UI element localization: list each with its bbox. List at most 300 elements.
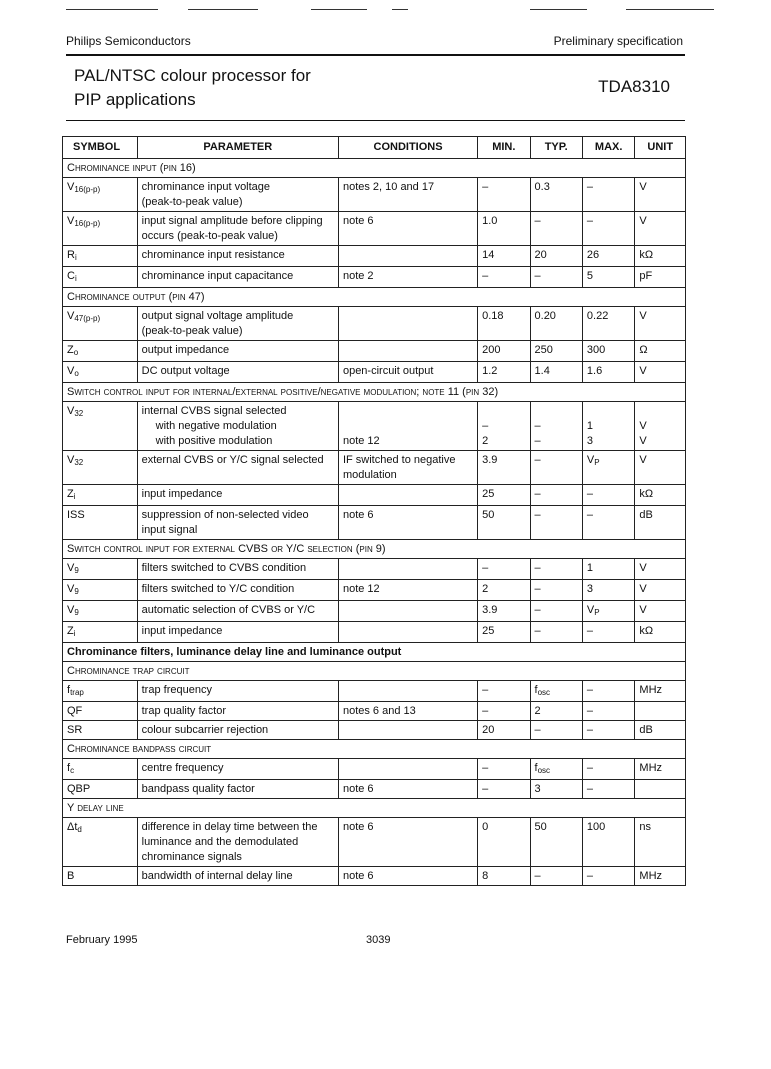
typ-value: 3 [534,783,541,795]
parameter-line: automatic selection of CVBS or Y/C [141,604,316,616]
cell-typ [530,721,582,740]
typ-value: 0.3 [534,181,550,193]
parameter-line: bandpass quality factor [141,783,255,795]
company-name: Philips Semiconductors [66,34,191,48]
cell-parameter [137,341,338,362]
cell-parameter [137,506,338,540]
unit-value: MHz [639,684,663,696]
cell-min [478,681,530,702]
typ-value: – [534,870,541,882]
max-value: – [586,684,594,696]
parameter-line: DC output voltage [141,365,230,377]
min-value: – [482,181,489,193]
max-value: 1 [586,562,594,574]
cell-unit [635,559,686,580]
typ-value: – [534,604,541,616]
cell-typ [530,212,582,246]
min-value: 14 [482,249,495,261]
parameter-line: difference in delay time between the [141,821,318,833]
cell-symbol [63,759,138,780]
cell-symbol [63,307,138,341]
section-title: Chrominance input (pin 16) [63,159,686,178]
max-value: – [586,215,594,227]
min-value: 20 [482,724,495,736]
cell-max [582,402,635,451]
cell-conditions [338,867,477,886]
table-row [63,721,686,740]
typ-subscript: osc [537,688,551,697]
cell-min [478,622,530,643]
cell-symbol [63,267,138,288]
cell-conditions [338,212,477,246]
section-title: Y delay line [63,799,686,818]
cell-unit [635,178,686,212]
max-value: – [586,181,594,193]
top-line [392,9,408,10]
cell-conditions [338,451,477,485]
condition-line [343,248,473,263]
cell-parameter [137,759,338,780]
max-value: – [586,625,594,637]
section-title: Chrominance filters, luminance delay line and luminance output [63,643,686,662]
cell-symbol [63,721,138,740]
condition-line: note 12 [342,435,380,447]
parameter-line: input impedance [141,488,223,500]
cell-unit [635,485,686,506]
top-line [188,9,258,10]
symbol-subscript: 16(p-p) [74,219,101,228]
cell-min [478,485,530,506]
unit-value: V V [639,420,647,447]
max-value: 5 [586,270,594,282]
typ-value: – [534,488,541,500]
cell-symbol [63,601,138,622]
min-value: 50 [482,509,495,521]
cell-unit [635,759,686,780]
cell-typ [530,622,582,643]
column-header: SYMBOL [63,137,138,159]
section-title: Switch control input for internal/external positive/negative modulation; note 11 (pin 32) [63,383,686,402]
parameter-line: chrominance input capacitance [141,270,294,282]
symbol-text: Δt [67,821,78,833]
cell-symbol [63,559,138,580]
parameter-line: internal CVBS signal selected [141,405,287,417]
unit-value: kΩ [639,249,654,261]
table-row [63,702,686,721]
min-value: 200 [482,344,501,356]
table-row [63,559,686,580]
parameter-line: with negative modulation [155,420,277,432]
min-value: – [482,762,489,774]
symbol-subscript: 9 [74,587,79,596]
cell-max [582,451,635,485]
table-row [63,580,686,601]
symbol-subscript: o [73,348,79,357]
cell-max [582,559,635,580]
parameter-line: (peak-to-peak value) [141,325,243,337]
symbol-subscript: o [74,369,79,378]
condition-line [343,603,473,618]
top-line [626,9,714,10]
min-value: 1.2 [482,365,498,377]
typ-value: – [534,509,541,521]
column-header: UNIT [635,137,686,159]
cell-max [582,341,635,362]
parameter-line: filters switched to Y/C condition [141,583,295,595]
typ-value: 2 [534,705,541,717]
min-value: 25 [482,625,495,637]
symbol-text: V [67,365,75,377]
min-value: 0.18 [482,310,504,322]
cell-unit [635,451,686,485]
max-value: 100 [586,821,606,833]
section-row [63,643,686,662]
cell-conditions [338,559,477,580]
cell-min [478,559,530,580]
cell-parameter [137,402,338,451]
parameter-line: trap frequency [141,684,212,696]
typ-value: 50 [534,821,547,833]
cell-min [478,601,530,622]
min-value: – [482,562,489,574]
cell-unit [635,341,686,362]
cell-max [582,580,635,601]
column-header: CONDITIONS [338,137,477,159]
cell-typ [530,506,582,540]
typ-value: 20 [534,249,547,261]
max-value: – [586,783,594,795]
table-row [63,307,686,341]
symbol-text: V [67,215,75,227]
symbol-text: V [67,604,75,616]
cell-min [478,867,530,886]
min-value: – [482,705,489,717]
cell-unit [635,267,686,288]
symbol-subscript: i [74,274,77,283]
cell-conditions [338,580,477,601]
column-header: PARAMETER [137,137,338,159]
cell-max [582,485,635,506]
cell-parameter [137,601,338,622]
section-row [63,740,686,759]
symbol-text: V [67,562,75,574]
max-value: 1.6 [586,365,603,377]
cell-symbol [63,818,138,867]
table-row [63,178,686,212]
cell-symbol [63,402,138,451]
column-header: MIN. [478,137,530,159]
section-title: Chrominance bandpass circuit [63,740,686,759]
cell-parameter [137,178,338,212]
unit-value: V [639,562,647,574]
typ-value: – – [534,420,541,447]
cell-unit [635,780,686,799]
cell-min [478,402,530,451]
typ-value: 0.20 [534,310,556,322]
typ-value: – [534,625,541,637]
unit-value: dB [639,724,653,736]
cell-symbol [63,580,138,601]
cell-typ [530,267,582,288]
min-value: 0 [482,821,489,833]
max-value: V [586,604,595,616]
cell-min [478,818,530,867]
cell-parameter [137,867,338,886]
min-value: – [482,684,489,696]
typ-value: – [534,583,541,595]
cell-max [582,622,635,643]
parameter-line: luminance and the demodulated [141,836,299,848]
cell-conditions [338,402,477,451]
cell-max [582,362,635,383]
document-status: Preliminary specification [553,34,683,48]
cell-conditions [338,246,477,267]
unit-value: V [639,215,647,227]
min-value: 2 [482,583,489,595]
typ-value: 250 [534,344,553,356]
unit-value: V [639,310,647,322]
cell-max [582,212,635,246]
table-row [63,341,686,362]
cell-symbol [63,451,138,485]
unit-value: V [639,583,647,595]
cell-parameter [137,212,338,246]
table-row [63,759,686,780]
cell-symbol [63,867,138,886]
parameter-line: suppression of non-selected video [141,509,309,521]
table-row [63,818,686,867]
unit-value: MHz [639,762,663,774]
cell-conditions [338,178,477,212]
cell-parameter [137,681,338,702]
cell-unit [635,506,686,540]
symbol-subscript: 16(p-p) [74,185,101,194]
condition-line [343,624,473,639]
min-value: 3.9 [482,454,498,466]
parameter-line: colour subcarrier rejection [141,724,269,736]
cell-parameter [137,780,338,799]
max-value: – [586,762,594,774]
symbol-text: V [67,583,75,595]
cell-parameter [137,622,338,643]
cell-typ [530,362,582,383]
cell-conditions [338,702,477,721]
symbol-text: Z [67,625,74,637]
max-value: – [586,488,594,500]
symbol-text: ISS [67,509,85,521]
max-value: – [586,705,594,717]
cell-parameter [137,818,338,867]
cell-symbol [63,622,138,643]
symbol-text: V [67,405,75,417]
cell-conditions [338,485,477,506]
cell-conditions [338,681,477,702]
specification-table [62,136,686,886]
parameter-line: filters switched to CVBS condition [141,562,307,574]
cell-max [582,267,635,288]
max-value: – [586,509,594,521]
footer-page-number: 3039 [366,934,391,946]
document-title [74,64,311,112]
cell-max [582,601,635,622]
condition-line: note 12 [342,583,380,595]
max-subscript: P [594,608,600,617]
condition-line: note 6 [342,509,374,521]
cell-parameter [137,267,338,288]
title-line-2: PIP applications [74,90,196,109]
cell-typ [530,818,582,867]
cell-conditions [338,780,477,799]
max-value: 26 [586,249,600,261]
cell-parameter [137,580,338,601]
table-body [63,159,686,886]
cell-unit [635,362,686,383]
parameter-line: output signal voltage amplitude [141,310,294,322]
table-row [63,622,686,643]
cell-symbol [63,485,138,506]
cell-symbol [63,362,138,383]
parameter-line: input signal [141,524,198,536]
cell-typ [530,867,582,886]
parameter-line: trap quality factor [141,705,226,717]
cell-typ [530,559,582,580]
cell-max [582,759,635,780]
condition-line [343,404,473,419]
cell-conditions [338,362,477,383]
condition-line: note 6 [342,821,374,833]
table-row [63,867,686,886]
title-line-1: PAL/NTSC colour processor for [74,66,311,85]
cell-typ [530,341,582,362]
table-row [63,402,686,451]
condition-line [343,561,473,576]
cell-conditions [338,818,477,867]
cell-typ [530,702,582,721]
cell-min [478,580,530,601]
table-row [63,681,686,702]
min-value: 1.0 [482,215,498,227]
parameter-line: external CVBS or Y/C signal selected [141,454,324,466]
title-rule [66,120,685,121]
cell-symbol [63,702,138,721]
cell-max [582,818,635,867]
table-row [63,780,686,799]
section-row [63,662,686,681]
parameter-line: chrominance input voltage [141,181,271,193]
section-title: Switch control input for external CVBS or Y/C selection (pin 9) [63,540,686,559]
cell-min [478,178,530,212]
section-row [63,799,686,818]
cell-min [478,759,530,780]
cell-conditions [338,341,477,362]
symbol-text: QBP [67,783,91,795]
min-value: 25 [482,488,495,500]
cell-unit [635,402,686,451]
symbol-text: C [67,270,75,282]
condition-line [343,487,473,502]
table-row [63,485,686,506]
max-value: 300 [586,344,606,356]
column-header: MAX. [582,137,635,159]
footer-date: February 1995 [66,934,138,946]
typ-value: – [534,562,541,574]
symbol-subscript: 9 [74,608,79,617]
part-number: TDA8310 [598,77,670,96]
cell-max [582,702,635,721]
symbol-subscript: d [77,825,82,834]
typ-value: – [534,270,541,282]
typ-subscript: osc [537,766,551,775]
typ-value: – [534,724,541,736]
cell-typ [530,307,582,341]
symbol-text: B [67,870,75,882]
cell-max [582,681,635,702]
cell-conditions [338,307,477,341]
cell-conditions [338,601,477,622]
cell-unit [635,246,686,267]
symbol-subscript: 32 [74,409,84,418]
cell-min [478,307,530,341]
cell-typ [530,759,582,780]
cell-symbol [63,178,138,212]
cell-conditions [338,267,477,288]
cell-parameter [137,307,338,341]
parameter-line: output impedance [141,344,230,356]
cell-parameter [137,702,338,721]
section-title: Chrominance output (pin 47) [63,288,686,307]
unit-value: kΩ [639,488,654,500]
cell-parameter [137,451,338,485]
cell-conditions [338,759,477,780]
condition-line [343,419,473,434]
table-row [63,362,686,383]
typ-value: – [534,215,541,227]
condition-line: note 6 [342,870,374,882]
symbol-text: f [67,762,71,774]
cell-min [478,451,530,485]
condition-line: note 6 [342,783,374,795]
section-row [63,540,686,559]
min-value: – [482,270,489,282]
cell-unit [635,601,686,622]
max-value: V [586,454,595,466]
symbol-subscript: 32 [74,458,84,467]
section-row [63,159,686,178]
parameter-line: chrominance input resistance [141,249,285,261]
cell-parameter [137,559,338,580]
cell-typ [530,246,582,267]
condition-line: IF switched to negative [342,454,456,466]
max-value: – [586,870,594,882]
cell-min [478,267,530,288]
cell-typ [530,178,582,212]
symbol-text: V [67,454,75,466]
table-row [63,246,686,267]
cell-parameter [137,485,338,506]
cell-symbol [63,246,138,267]
cell-parameter [137,721,338,740]
cell-conditions [338,721,477,740]
parameter-line: (peak-to-peak value) [141,196,243,208]
typ-value: 1.4 [534,365,550,377]
cell-unit [635,818,686,867]
symbol-text: f [67,684,71,696]
parameter-line: input impedance [141,625,223,637]
cell-conditions [338,506,477,540]
condition-line [343,761,473,776]
cell-unit [635,681,686,702]
section-row [63,288,686,307]
